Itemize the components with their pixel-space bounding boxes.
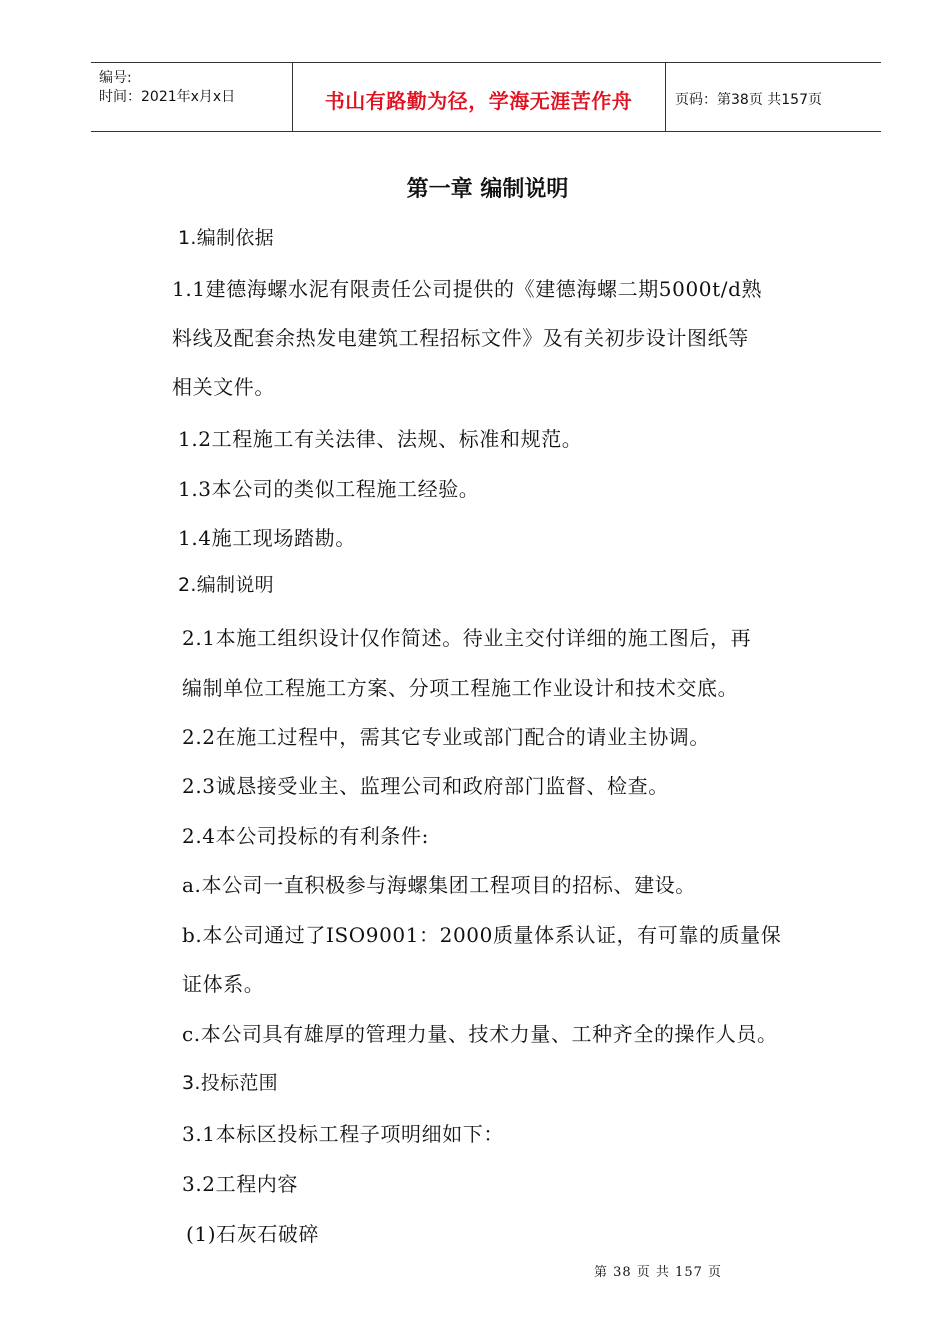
paragraph-line: 1.3本公司的类似工程施工经验。 xyxy=(178,477,480,501)
header-page-cell xyxy=(666,63,881,131)
paragraph-line: c.本公司具有雄厚的管理力量、技术力量、工种齐全的操作人员。 xyxy=(182,1022,778,1046)
paragraph-line: 1.4施工现场踏勘。 xyxy=(178,526,356,550)
paragraph-line: 3.1本标区投标工程子项明细如下： xyxy=(182,1122,505,1146)
paragraph-line: 料线及配套余热发电建筑工程招标文件》及有关初步设计图纸等 xyxy=(172,326,749,350)
paragraph-line: 2.1本施工组织设计仅作简述。待业主交付详细的施工图后，再 xyxy=(182,626,752,650)
page-code: 页码：第38页 共157页 xyxy=(675,92,822,108)
section-heading-2: 2.编制说明 xyxy=(178,574,274,596)
paragraph-line: 2.3诚恳接受业主、监理公司和政府部门监督、检查。 xyxy=(182,774,669,798)
paragraph-line: a.本公司一直积极参与海螺集团工程项目的招标、建设。 xyxy=(182,873,696,897)
paragraph-line: 证体系。 xyxy=(182,972,265,996)
paragraph-line: 3.2工程内容 xyxy=(182,1172,299,1196)
paragraph-line: 2.2在施工过程中，需其它专业或部门配合的请业主协调。 xyxy=(182,725,711,749)
page-footer: 第 38 页 共 157 页 xyxy=(593,1265,723,1280)
motto-text: 书山有路勤为径，学海无涯苦作舟 xyxy=(324,89,633,113)
page-header xyxy=(91,62,881,132)
number-label: 编号: xyxy=(99,70,132,86)
paragraph-line: 编制单位工程施工方案、分项工程施工作业设计和技术交底。 xyxy=(182,676,739,700)
section-heading-3: 3.投标范围 xyxy=(182,1072,278,1094)
paragraph-line: 相关文件。 xyxy=(172,375,275,399)
section-heading-1: 1.编制依据 xyxy=(178,227,274,249)
time-label: 时间：2021年x月x日 xyxy=(99,89,236,105)
paragraph-line: (1)石灰石破碎 xyxy=(186,1222,320,1246)
header-motto-cell xyxy=(292,63,666,131)
header-info-cell xyxy=(91,63,293,131)
paragraph-line: 1.1建德海螺水泥有限责任公司提供的《建德海螺二期5000t/d熟 xyxy=(172,277,763,301)
chapter-title: 第一章 编制说明 xyxy=(406,177,569,202)
paragraph-line: 1.2工程施工有关法律、法规、标准和规范。 xyxy=(178,427,583,451)
paragraph-line: 2.4本公司投标的有利条件: xyxy=(182,824,429,848)
paragraph-line: b.本公司通过了ISO9001：2000质量体系认证，有可靠的质量保 xyxy=(182,923,782,947)
